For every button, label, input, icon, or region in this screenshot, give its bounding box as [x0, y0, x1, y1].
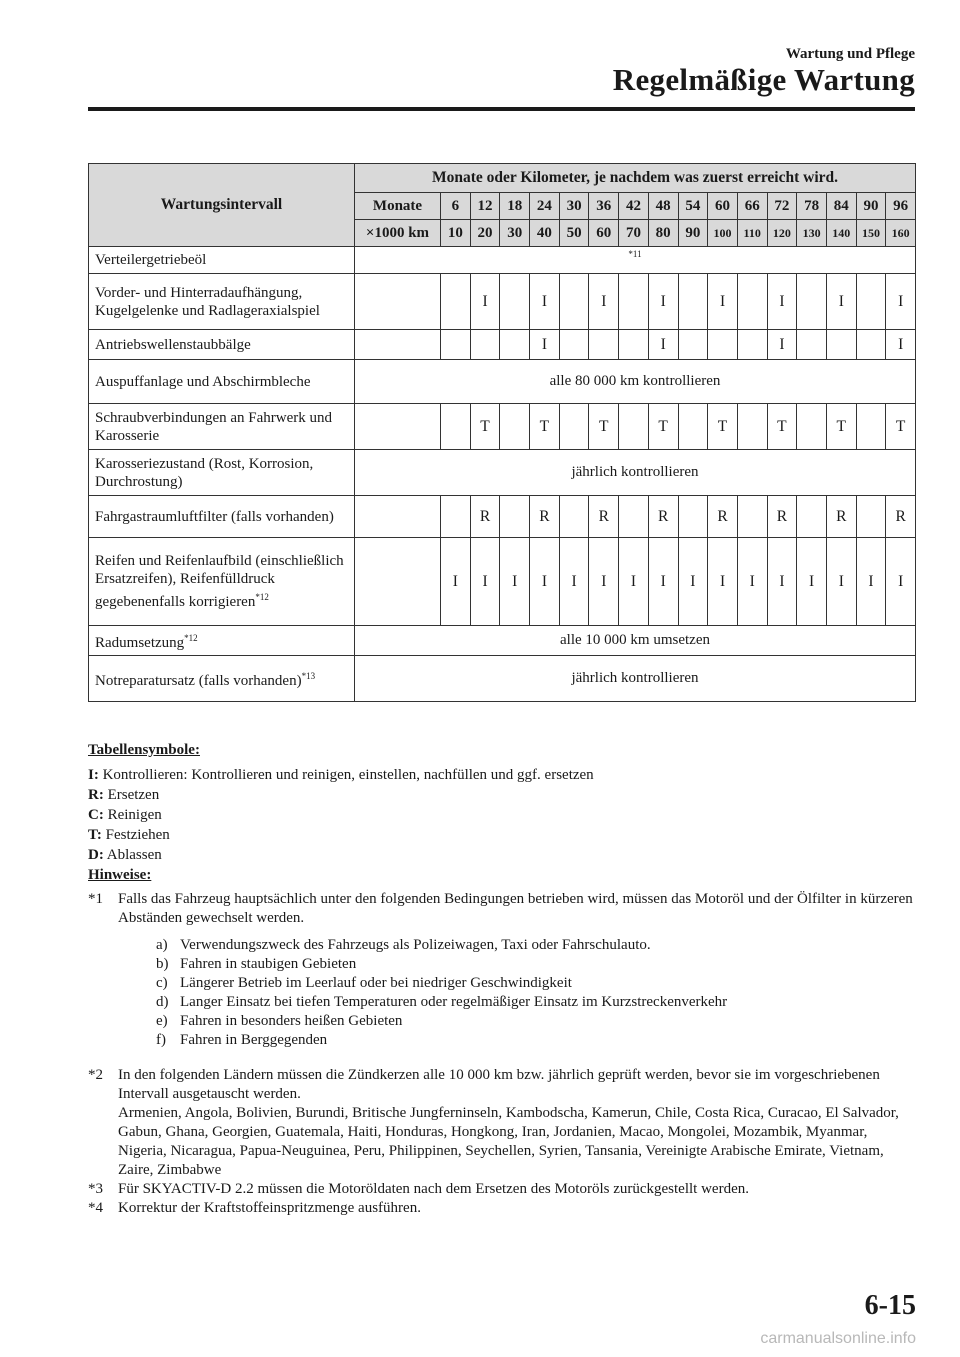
interval-mark [737, 274, 767, 330]
interval-mark [797, 496, 827, 538]
interval-mark [441, 330, 471, 360]
month-header-cell: 30 [559, 193, 589, 220]
interval-mark: R [826, 496, 856, 538]
km-header-cell: 70 [619, 220, 649, 247]
interval-mark [559, 404, 589, 450]
legend-symbol: D: [88, 847, 104, 863]
interval-mark [856, 274, 886, 330]
table-row [89, 404, 916, 450]
interval-mark: I [559, 538, 589, 626]
footnote-ref: *12 [184, 633, 198, 643]
footnote-2: *2 In den folgenden Ländern müssen die Zündkerzen alle 10 000 km bzw. jährlich geprüft werden, bevor sie im vorgeschriebenen Intervall ausgetauscht werden. Armenien, Angola, Bolivien, Burundi, Britische Jungferninseln, Kambodscha, Kamerun, Chile, Costa Rica, Curacao, El Salvador, Gabun, Ghana, Georgien, Guatemala, Haiti, Honduras, Hongkong, Iran, Jordanien, Macao, Mongolei, Mozambik, Myanmar, Nigeria, Nicaragua, Papua-Neuguinea, Peru, Philippinen, Seychellen, Syrien, Tansania, Vereinigte Arabische Emirate, Vietnam, Zaire, Zimbabwe [88, 1066, 918, 1180]
row-label-text: Schraubverbindungen an Fahrwerk und Karosserie [95, 409, 333, 444]
interval-mark: I [826, 274, 856, 330]
table-row [89, 330, 916, 360]
row-label-text: Reifen und Reifenlaufbild (einschließlich Ersatzreifen), Reifenfülldruck gegebenenfalls korrigieren [95, 553, 344, 610]
km-header-cell: 150 [856, 220, 886, 247]
interval-mark: I [530, 330, 560, 360]
month-header-cell: 72 [767, 193, 797, 220]
month-header-cell: 66 [737, 193, 767, 220]
interval-mark: T [470, 404, 500, 450]
interval-mark [678, 330, 708, 360]
km-header-cell: 30 [500, 220, 530, 247]
interval-mark: T [708, 404, 738, 450]
month-header-cell: 6 [441, 193, 471, 220]
month-header-cell: 84 [826, 193, 856, 220]
row-label [89, 626, 355, 656]
interval-mark: I [500, 538, 530, 626]
list-item-text: Fahren in staubigen Gebieten [180, 956, 357, 972]
row-label [89, 538, 355, 626]
row-label [89, 404, 355, 450]
interval-mark [737, 404, 767, 450]
interval-mark [619, 404, 649, 450]
header-divider [88, 107, 915, 111]
legend-text: Reinigen [107, 807, 162, 823]
row-label [89, 274, 355, 330]
interval-mark: R [708, 496, 738, 538]
list-item-text: Verwendungszweck des Fahrzeugs als Polizeiwagen, Taxi oder Fahrschulauto. [180, 937, 651, 953]
legend-title: Tabellensymbole: [88, 742, 200, 758]
list-item-text: Fahren in Berggegenden [180, 1032, 328, 1048]
month-header-cell: 96 [886, 193, 916, 220]
maintenance-table [88, 163, 916, 702]
km-header-cell: 160 [886, 220, 916, 247]
interval-mark [856, 496, 886, 538]
legend-symbol: C: [88, 807, 104, 823]
list-item [156, 1031, 918, 1050]
row-label [89, 496, 355, 538]
interval-mark [856, 404, 886, 450]
interval-mark: I [470, 538, 500, 626]
table-row [89, 450, 916, 496]
interval-mark: R [648, 496, 678, 538]
row-label-text: Fahrgastraumluftfilter (falls vorhanden) [95, 508, 334, 525]
interval-mark: I [530, 274, 560, 330]
interval-mark: I [737, 538, 767, 626]
month-header-cell: 48 [648, 193, 678, 220]
interval-mark [500, 274, 530, 330]
row-label-text: Antriebswellenstaubbälge [95, 336, 251, 353]
km-header-cell: 10 [441, 220, 471, 247]
interval-mark: R [530, 496, 560, 538]
empty-cell [355, 330, 441, 360]
interval-mark: I [826, 538, 856, 626]
empty-cell [355, 404, 441, 450]
list-item-letter: a) [156, 937, 168, 953]
km-header-cell: 130 [797, 220, 827, 247]
interval-mark: I [589, 274, 619, 330]
month-header-cell: 54 [678, 193, 708, 220]
footnote-3-text: Für SKYACTIV-D 2.2 müssen die Motoröldaten nach dem Ersetzen des Motoröls zurückgestellt werden. [118, 1181, 749, 1197]
legend-item [88, 785, 918, 805]
interval-mark: T [886, 404, 916, 450]
km-header-cell: 80 [648, 220, 678, 247]
interval-mark: I [470, 274, 500, 330]
interval-mark: I [767, 538, 797, 626]
interval-mark: I [530, 538, 560, 626]
legend-text: Ablassen [106, 847, 162, 863]
table-row [89, 656, 916, 702]
interval-mark: I [589, 538, 619, 626]
interval-mark [441, 274, 471, 330]
interval-mark [678, 274, 708, 330]
table-row [89, 274, 916, 330]
month-header-cell: 24 [530, 193, 560, 220]
legend-symbol: R: [88, 787, 104, 803]
interval-mark [441, 404, 471, 450]
interval-mark [500, 330, 530, 360]
list-item-text: Fahren in besonders heißen Gebieten [180, 1013, 403, 1029]
interval-mark: I [648, 538, 678, 626]
legend-symbol: T: [88, 827, 102, 843]
row-label-text: Verteilergetriebeöl [95, 252, 207, 268]
section-subtitle: Wartung und Pflege [785, 46, 915, 62]
months-label: Monate [355, 193, 441, 220]
interval-mark [678, 404, 708, 450]
footnote-4-text: Korrektur der Kraftstoffeinspritzmenge ausführen. [118, 1200, 421, 1216]
interval-mark: T [589, 404, 619, 450]
legend-text: Festziehen [105, 827, 170, 843]
interval-mark [737, 330, 767, 360]
interval-mark [856, 330, 886, 360]
list-item-letter: e) [156, 1013, 168, 1029]
interval-mark: I [441, 538, 471, 626]
interval-mark: I [886, 274, 916, 330]
month-header-cell: 90 [856, 193, 886, 220]
list-item-letter: c) [156, 975, 168, 991]
legend-item [88, 805, 918, 825]
list-item [156, 993, 918, 1012]
interval-mark: T [648, 404, 678, 450]
interval-mark [619, 274, 649, 330]
row-label [89, 450, 355, 496]
interval-mark: R [886, 496, 916, 538]
month-header-cell: 42 [619, 193, 649, 220]
table-legend [88, 740, 918, 865]
notes-section [88, 866, 918, 1218]
legend-item [88, 845, 918, 865]
interval-mark: R [589, 496, 619, 538]
interval-mark [797, 404, 827, 450]
table-row [89, 538, 916, 626]
interval-mark [441, 496, 471, 538]
km-header-cell: 20 [470, 220, 500, 247]
interval-mark [619, 330, 649, 360]
watermark: carmanualsonline.info [760, 1330, 916, 1347]
interval-mark [797, 274, 827, 330]
table-row [89, 247, 916, 274]
table-row [89, 360, 916, 404]
row-label-text: Radumsetzung [95, 635, 185, 651]
month-header-cell: 12 [470, 193, 500, 220]
list-item-text: Längerer Betrieb im Leerlauf oder bei niedriger Geschwindigkeit [180, 975, 572, 991]
interval-mark: I [797, 538, 827, 626]
page-title: Regelmäßige Wartung [612, 62, 915, 97]
footnote-1-text: Falls das Fahrzeug hauptsächlich unter den folgenden Bedingungen betrieben wird, müssen das Motoröl und der Ölfilter in kürzeren Abständen gewechselt werden. [118, 891, 913, 926]
list-item-letter: b) [156, 956, 169, 972]
footnote-1-list [156, 936, 918, 1050]
interval-mark [500, 496, 530, 538]
list-item-text: Langer Einsatz bei tiefen Temperaturen oder regelmäßiger Einsatz im Kurzstreckenverkehr [180, 994, 728, 1010]
legend-item [88, 825, 918, 845]
interval-mark: I [767, 274, 797, 330]
km-header-cell: 40 [530, 220, 560, 247]
interval-mark: I [648, 330, 678, 360]
interval-mark: I [708, 538, 738, 626]
list-item [156, 955, 918, 974]
row-label [89, 247, 355, 274]
row-span-text: jährlich kontrollieren [355, 656, 916, 702]
interval-label-header: Wartungsintervall [89, 164, 355, 247]
interval-mark: T [826, 404, 856, 450]
interval-mark [559, 496, 589, 538]
row-note-ref: *11 [355, 247, 916, 274]
km-label: ×1000 km [355, 220, 441, 247]
row-label [89, 360, 355, 404]
month-header-cell: 78 [797, 193, 827, 220]
interval-mark: I [648, 274, 678, 330]
footnote-2-countries: Armenien, Angola, Bolivien, Burundi, Britische Jungferninseln, Kambodscha, Kamerun, Chile, Costa Rica, Curacao, El Salvador, Gabun, Ghana, Georgien, Guatemala, Haiti, Honduras, Hongkong, Iran, Jordanien, Macao, Mongolei, Mozambik, Myanmar, Nigeria, Nicaragua, Papua-Neuguinea, Peru, Philippinen, Seychellen, Syrien, Tansania, Vereinigte Arabische Emirate, Vietnam, Zaire, Zimbabwe [118, 1105, 899, 1178]
interval-mark: T [530, 404, 560, 450]
km-header-cell: 140 [826, 220, 856, 247]
km-header-cell: 50 [559, 220, 589, 247]
empty-cell [355, 496, 441, 538]
page-number: 6-15 [864, 1290, 916, 1321]
footnote-2-text: In den folgenden Ländern müssen die Zündkerzen alle 10 000 km bzw. jährlich geprüft werden, bevor sie im vorgeschriebenen Intervall ausgetauscht werden. [118, 1067, 880, 1102]
footnote-3: *3 Für SKYACTIV-D 2.2 müssen die Motoröldaten nach dem Ersetzen des Motoröls zurückgestellt werden. [88, 1180, 918, 1199]
km-header-cell: 120 [767, 220, 797, 247]
table-row [89, 496, 916, 538]
list-item [156, 936, 918, 955]
month-header-cell: 60 [708, 193, 738, 220]
interval-mark [470, 330, 500, 360]
footnote-ref: *13 [301, 671, 316, 681]
legend-item [88, 765, 918, 785]
month-header-cell: 18 [500, 193, 530, 220]
interval-mark: I [886, 538, 916, 626]
footnote-4: *4 Korrektur der Kraftstoffeinspritzmenge ausführen. [88, 1199, 918, 1218]
legend-symbol: I: [88, 767, 99, 783]
span-header: Monate oder Kilometer, je nachdem was zuerst erreicht wird. [355, 164, 916, 193]
empty-cell [355, 274, 441, 330]
interval-mark: I [886, 330, 916, 360]
km-header-cell: 60 [589, 220, 619, 247]
row-label [89, 656, 355, 702]
km-header-cell: 110 [737, 220, 767, 247]
row-span-text: alle 80 000 km kontrollieren [355, 360, 916, 404]
interval-mark [559, 330, 589, 360]
row-span-text: jährlich kontrollieren [355, 450, 916, 496]
row-label [89, 330, 355, 360]
row-label-text: Vorder- und Hinterradaufhängung, Kugelgelenke und Radlageraxialspiel [95, 284, 320, 319]
interval-mark: R [470, 496, 500, 538]
interval-mark [737, 496, 767, 538]
row-span-text: alle 10 000 km umsetzen [355, 626, 916, 656]
list-item-letter: d) [156, 994, 169, 1010]
interval-mark [500, 404, 530, 450]
notes-title: Hinweise: [88, 867, 152, 883]
interval-mark [559, 274, 589, 330]
row-label-text: Notreparatursatz (falls vorhanden) [95, 673, 302, 689]
legend-text: Ersetzen [107, 787, 160, 803]
legend-text: Kontrollieren: Kontrollieren und reinigen, einstellen, nachfüllen und ggf. ersetzen [102, 767, 594, 783]
table-row [89, 626, 916, 656]
interval-mark [619, 496, 649, 538]
row-label-text: Auspuffanlage und Abschirmbleche [95, 373, 311, 390]
row-label-text: Karosseriezustand (Rost, Korrosion, Durchrostung) [95, 455, 314, 490]
km-header-cell: 100 [708, 220, 738, 247]
footnote-1: *1 Falls das Fahrzeug hauptsächlich unter den folgenden Bedingungen betrieben wird, müssen das Motoröl und der Ölfilter in kürzeren Abständen gewechselt werden. a) Verwendungszweck des Fahrzeugs als Polizeiwagen, Taxi oder Fahrschulauto. b) Fahren in staubigen Gebieten c) Längerer Betrieb im Leerlauf oder bei niedriger Geschwindigkeit d) Langer Einsatz bei tiefen Temperaturen oder regelmäßiger Einsatz im Kurzstreckenverkehr e) Fahren in besonders heißen Gebieten f) Fahren in Berggegenden [88, 890, 918, 1050]
interval-mark [708, 330, 738, 360]
list-item [156, 974, 918, 993]
km-header-cell: 90 [678, 220, 708, 247]
interval-mark: I [678, 538, 708, 626]
interval-mark [797, 330, 827, 360]
interval-mark: I [708, 274, 738, 330]
list-item [156, 1012, 918, 1031]
interval-mark: I [619, 538, 649, 626]
interval-mark [589, 330, 619, 360]
interval-mark [826, 330, 856, 360]
footnote-ref: *12 [255, 592, 269, 602]
empty-cell [355, 538, 441, 626]
interval-mark: I [856, 538, 886, 626]
interval-mark: R [767, 496, 797, 538]
interval-mark: I [767, 330, 797, 360]
month-header-cell: 36 [589, 193, 619, 220]
interval-mark [678, 496, 708, 538]
list-item-letter: f) [156, 1032, 166, 1048]
interval-mark: T [767, 404, 797, 450]
